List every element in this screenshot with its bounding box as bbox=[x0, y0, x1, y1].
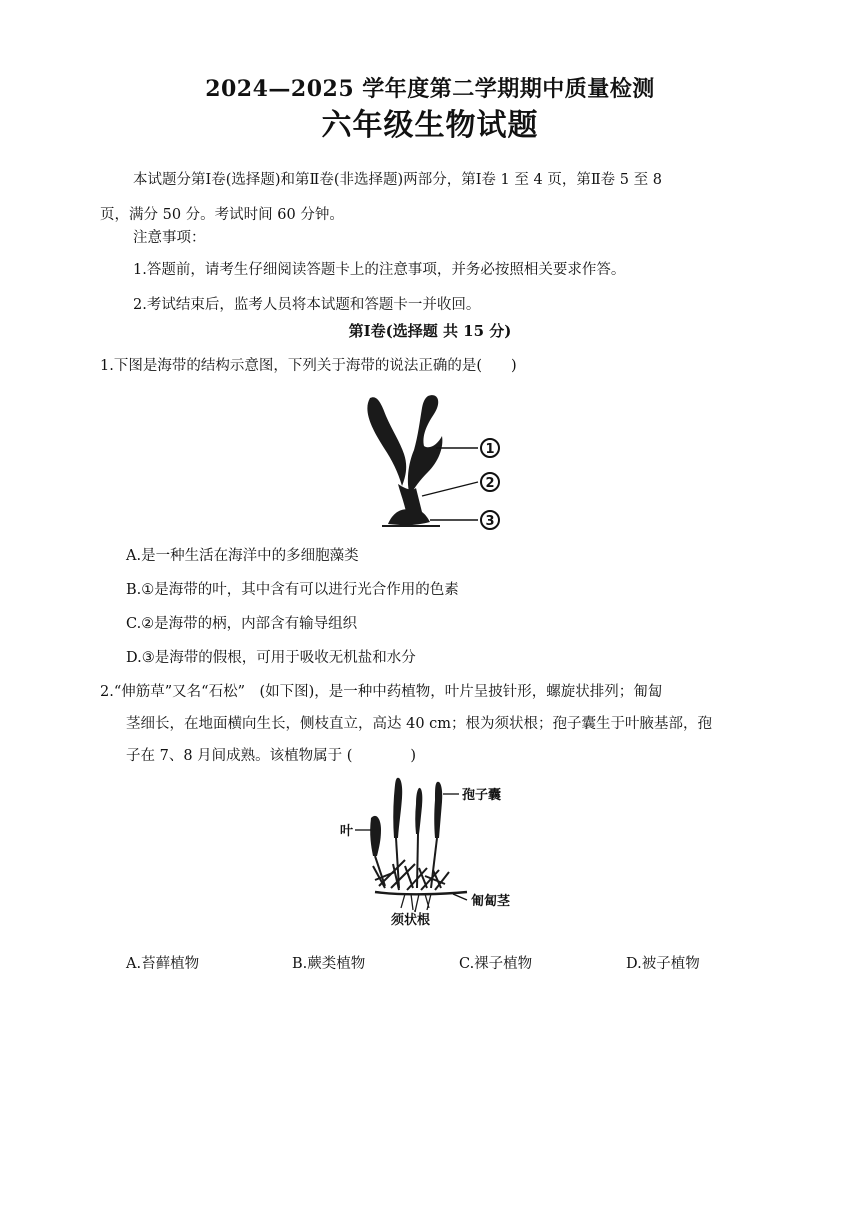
q1-option-d: D.③是海带的假根，可用于吸收无机盐和水分 bbox=[126, 650, 416, 666]
q2-option-a: A.苔藓植物 bbox=[126, 956, 200, 972]
q1-option-b: B.①是海带的叶，其中含有可以进行光合作用的色素 bbox=[126, 582, 459, 598]
section-1-title: 第Ⅰ卷(选择题 共 15 分) bbox=[348, 322, 512, 340]
question-2-stem-line-1: 2.“伸筋草”又名“石松” (如下图)，是一种中药植物，叶片呈披针形，螺旋状排列；匍匐 bbox=[100, 684, 663, 700]
q2-option-d: D.被子植物 bbox=[626, 956, 700, 972]
label-roots: 须状根 bbox=[391, 913, 431, 928]
kelp-blade-left bbox=[367, 397, 406, 486]
label-sporangium: 孢子囊 bbox=[462, 788, 502, 803]
kelp-blade-right bbox=[408, 395, 442, 496]
question-2-stem-line-2: 茎细长，在地面横向生长，侧枝直立，高达 40 cm；根为须状根；孢子囊生于叶腋基部，孢 bbox=[126, 716, 713, 732]
intro-line-1: 本试题分第Ⅰ卷(选择题)和第Ⅱ卷(非选择题)两部分，第Ⅰ卷 1 至 4 页，第Ⅱ卷 5 至 8 bbox=[133, 172, 662, 188]
question-2-stem-line-3: 子在 7、8 月间成熟。该植物属于 ( ) bbox=[126, 748, 417, 764]
lower-leaves bbox=[373, 860, 449, 890]
paper-title: 六年级生物试题 bbox=[321, 108, 539, 143]
strobilus-2 bbox=[434, 782, 442, 838]
q2-option-b: B.蕨类植物 bbox=[292, 956, 366, 972]
label-stolon: 匍匐茎 bbox=[471, 894, 511, 909]
fibrous-roots bbox=[401, 894, 431, 912]
q1-option-c: C.②是海带的柄，内部含有输导组织 bbox=[126, 616, 358, 632]
strobilus-3 bbox=[415, 788, 422, 834]
clubmoss-diagram bbox=[335, 768, 535, 928]
notes-heading: 注意事项： bbox=[133, 230, 206, 246]
q2-option-c: C.裸子植物 bbox=[459, 956, 533, 972]
kelp-diagram bbox=[360, 392, 510, 532]
note-1: 1.答题前，请考生仔细阅读答题卡上的注意事项，并务必按照相关要求作答。 bbox=[133, 262, 626, 278]
kelp-label-3: 3 bbox=[485, 514, 495, 529]
leafy-branch bbox=[370, 816, 381, 856]
kelp-holdfast bbox=[388, 509, 430, 525]
kelp-label-2: 2 bbox=[485, 476, 495, 491]
label-leaf: 叶 bbox=[340, 824, 354, 839]
q1-option-a: A.是一种生活在海洋中的多细胞藻类 bbox=[126, 548, 359, 564]
kelp-label-1: 1 bbox=[485, 442, 495, 457]
question-1-stem: 1.下图是海带的结构示意图，下列关于海带的说法正确的是( ) bbox=[100, 358, 517, 374]
intro-line-2: 页，满分 50 分。考试时间 60 分钟。 bbox=[100, 207, 344, 223]
strobilus-1 bbox=[393, 778, 402, 838]
exam-title: 2024—2025 学年度第二学期期中质量检测 bbox=[205, 76, 655, 102]
note-2: 2.考试结束后，监考人员将本试题和答题卡一并收回。 bbox=[133, 297, 481, 313]
